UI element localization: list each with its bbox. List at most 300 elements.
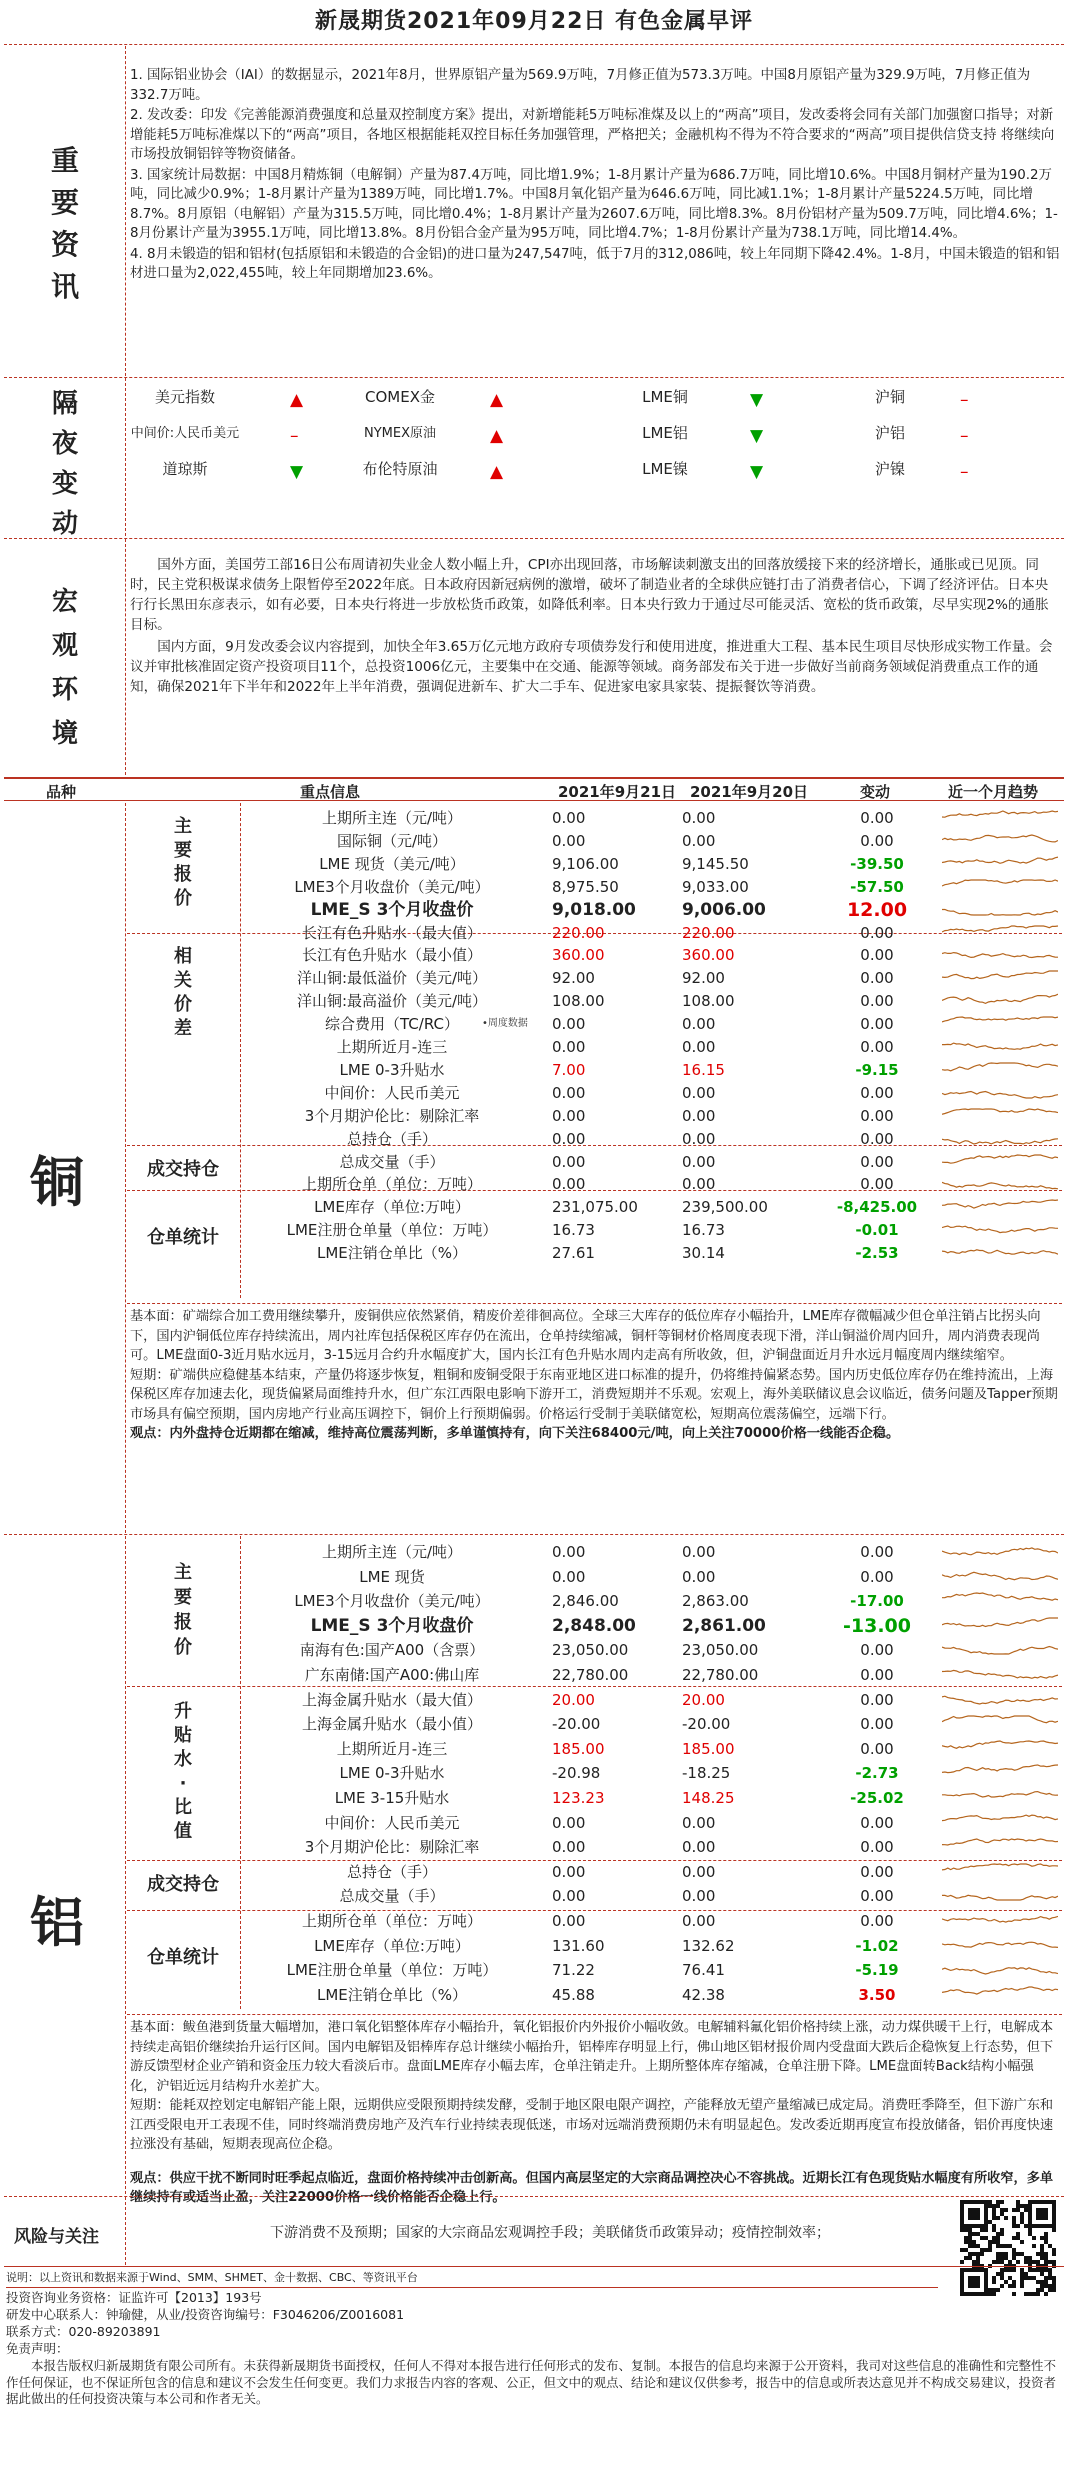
- trend-sparkline: [942, 1616, 1058, 1632]
- analysis-view: 观点：供应干扰不断同时旺季起点临近，盘面价格持续冲击创新高。但国内高层坚定的大宗商品调控决心不容挑战。近期长江有色现货贴水幅度有所收窄，多单继续持有或适当止盈，关注22000价格一线价格能否企稳上行。: [130, 2170, 1054, 2205]
- value-today: 0.00: [552, 809, 586, 827]
- table-row: [242, 1663, 1062, 1688]
- section-label-char: 境: [51, 719, 78, 749]
- trend-sparkline: [942, 1690, 1058, 1706]
- value-today: 16.73: [552, 1221, 595, 1240]
- table-row: [242, 876, 1062, 899]
- row-label: 广东南储:国产A00:佛山库: [304, 1666, 480, 1684]
- value-prev: 0.00: [682, 1083, 716, 1102]
- header-kind: 品种: [46, 783, 77, 801]
- value-change: 0.00: [860, 1152, 894, 1171]
- group-label-char: 价: [174, 994, 192, 1015]
- value-change: 0.00: [860, 809, 894, 827]
- value-change: -25.02: [850, 1789, 904, 1807]
- value-prev: 239,500.00: [682, 1198, 768, 1217]
- header-date1: 2021年9月21日: [558, 783, 677, 801]
- row-label: 3个月期沪伦比：剔除汇率: [304, 1838, 480, 1857]
- trend-sparkline: [942, 1084, 1058, 1100]
- value-change: 0.00: [860, 969, 894, 988]
- table-row: [242, 1196, 1062, 1219]
- news-item: 3. 国家统计局数据：中国8月精炼铜（电解铜）产量为87.4万吨，同比增1.9%；1-8月累计产量为686.7万吨，同比增10.6%。中国8月铜材产量为190.2万吨，同比减少0.9%；1-8月累计产量为1389万吨，同比增1.7%。中国8月氧化铝产量为646.6万吨，同比减1.1%；1-8月累计产量5224.5万吨，同比增8.7%。8月原铝（电解铝）产量为315.5万吨，同比增0.4%；1-8月累计产量为2607.6万吨，同比增8.3%。8月份铝材产量为509.7万吨，同比增4.6%；1-8月份累计产量为3955.1万吨，同比增13.8%。8月份铝合金产量为95万吨，同比增4.7%；1-8月份累计产量为738.1万吨，同比增14.4%。: [130, 167, 1058, 241]
- section-label-risk: 风险与关注: [14, 2227, 99, 2247]
- value-change: 0.00: [860, 1567, 894, 1586]
- table-row: [242, 1737, 1062, 1762]
- news-list: [130, 66, 1060, 285]
- overnight-arrow-icon: ▼: [750, 462, 764, 482]
- analysis-basic: 基本面：鲅鱼港到货量大幅增加，港口氧化铝整体库存小幅抬升，氧化铝报价内外报价小幅收敛。电解辅料氟化铝价格持续上涨，动力煤供暖干上行，电解成本持续走高铝价继续抬升运行区间。国内电解铝及铝棒库存总计继续小幅抬升，铝棒库存明显上行，佛山地区铝材报价周内受盘面大跌后企稳恢复上行态势，但下游反馈型材企业产销和资金压力较大看淡后市。盘面LME库存小幅去库，仓单注销走升。上期所整体库存缩减，仓单注册下降。LME盘面转Back结构小幅强化，沪铝近远月结构升水差扩大。: [130, 2020, 1054, 2094]
- row-label: LME库存（单位:万吨）: [314, 1936, 470, 1955]
- row-label: 上海金属升贴水（最小值）: [301, 1715, 482, 1734]
- trend-sparkline: [942, 809, 1058, 825]
- section-label-char: 环: [51, 675, 78, 705]
- value-prev: 0.00: [682, 1106, 716, 1125]
- table-row: [242, 1958, 1062, 1983]
- value-today: 45.88: [552, 1985, 595, 2004]
- trend-sparkline: [942, 1911, 1058, 1927]
- value-prev: 42.38: [682, 1985, 725, 2004]
- trend-sparkline: [942, 924, 1058, 940]
- table-row: [242, 1151, 1062, 1174]
- value-change: 0.00: [860, 1129, 894, 1148]
- group-label-char: 值: [174, 1821, 192, 1842]
- section-label-overnight: [20, 384, 110, 544]
- value-prev: 0.00: [682, 1015, 716, 1034]
- row-label: 3个月期沪伦比：剔除汇率: [304, 1106, 480, 1125]
- value-prev: 132.62: [682, 1936, 735, 1955]
- section-label-macro: [20, 580, 110, 756]
- value-prev: 20.00: [682, 1690, 725, 1709]
- separator: [240, 803, 241, 1298]
- row-label: LME注销仓单比（%）: [316, 1985, 468, 2004]
- group-label-char: 相: [174, 946, 192, 967]
- value-today: 0.00: [552, 1106, 586, 1125]
- overnight-label: 中间价:人民币美元: [130, 426, 240, 441]
- news-item: 2. 发改委：印发《完善能源消费强度和总量双控制度方案》提出，对新增能耗5万吨标准煤及以上的“两高”项目，发改委将会同有关部门加强窗口指导；对新增能耗5万吨标准煤以下的“两高”项目，各地区根据能耗双控目标任务加强管理，严格把关；金融机构不得为不符合要求的“两高”项目提供信贷支持 将继续向市场投放铜铝锌等物资储备。: [130, 108, 1055, 162]
- value-today: 0.00: [552, 831, 586, 850]
- value-today: 0.00: [552, 1152, 586, 1171]
- value-prev: 30.14: [682, 1244, 725, 1263]
- value-change: 0.00: [860, 1038, 894, 1056]
- value-today: 27.61: [552, 1244, 595, 1263]
- value-today: 2,848.00: [552, 1615, 636, 1636]
- value-change: 0.00: [860, 1912, 894, 1930]
- trend-sparkline: [942, 832, 1058, 848]
- trend-sparkline: [942, 1960, 1058, 1976]
- row-label: LME_S 3个月收盘价: [310, 1615, 474, 1636]
- value-prev: 0.00: [682, 1862, 716, 1881]
- table-row: [242, 944, 1062, 967]
- news-item: 4. 8月未锻造的铝和铝材(包括原铝和未锻造的合金铝)的进口量为247,547吨，低于7月的312,086吨，较上年同期下降42.4%。1-8月，中国未锻造的铝和铝材进口量为2,022,455吨，较上年同期增加23.6%。: [130, 246, 1060, 281]
- group-label-char: 价: [174, 1637, 192, 1658]
- row-label: LME 3-15升贴水: [334, 1789, 450, 1807]
- group-label-char: ·: [179, 1773, 187, 1794]
- separator: [125, 1536, 126, 2194]
- value-change: 0.00: [860, 1083, 894, 1102]
- section-label-char: 重: [50, 144, 79, 177]
- value-prev: 0.00: [682, 1175, 716, 1194]
- value-change: 0.00: [860, 1690, 894, 1709]
- value-change: 0.00: [860, 1813, 894, 1832]
- overnight-label: LME铝: [642, 424, 688, 442]
- value-prev: 76.41: [682, 1961, 725, 1980]
- value-change: 0.00: [860, 923, 894, 942]
- trend-sparkline: [942, 1837, 1058, 1853]
- table-row: [242, 1884, 1062, 1909]
- section-label-char: 动: [51, 509, 78, 539]
- analysis-notes: [130, 2018, 1058, 2208]
- value-change: -8,425.00: [836, 1198, 918, 1217]
- value-prev: 0.00: [682, 1912, 716, 1930]
- table-row: [242, 1786, 1062, 1811]
- group-label-char: 比: [174, 1797, 192, 1818]
- overnight-label: LME铜: [642, 388, 688, 406]
- overnight-arrow-icon: ▲: [290, 390, 304, 410]
- trend-sparkline: [942, 1591, 1058, 1607]
- group-label-char: 差: [174, 1018, 192, 1039]
- table-row: [242, 1105, 1062, 1128]
- value-today: 0.00: [552, 1038, 586, 1056]
- separator: [127, 2014, 1062, 2015]
- metal-name: 铝: [30, 1891, 84, 1954]
- row-label: 中间价：人民币美元: [324, 1813, 460, 1832]
- section-label-char: 讯: [50, 270, 79, 303]
- row-label: 总成交量（手）: [339, 1152, 445, 1171]
- footer-line: 免责声明：: [6, 2341, 69, 2356]
- row-label: 中间价：人民币美元: [324, 1083, 460, 1102]
- value-change: 0.00: [860, 992, 894, 1011]
- value-change: -13.00: [843, 1614, 911, 1637]
- value-today: 20.00: [552, 1690, 595, 1709]
- value-prev: 0.00: [682, 1887, 716, 1906]
- table-row: [242, 1811, 1062, 1836]
- value-prev: 2,863.00: [682, 1592, 749, 1611]
- section-label-char: 夜: [51, 429, 78, 459]
- value-today: 131.60: [552, 1936, 605, 1955]
- row-label: 总成交量（手）: [339, 1887, 445, 1906]
- trend-sparkline: [942, 1153, 1058, 1169]
- value-change: -17.00: [850, 1592, 904, 1611]
- value-change: 0.00: [860, 1175, 894, 1194]
- table-row: [242, 1013, 1062, 1036]
- value-today: 22,780.00: [552, 1666, 629, 1684]
- value-prev: 0.00: [682, 1813, 716, 1832]
- value-today: -20.98: [552, 1764, 601, 1783]
- footer-line: 本报告版权归新晟期货有限公司所有。未获得新晟期货书面授权，任何人不得对本报告进行任何形式的发布、复制。本报告的信息均来源于公开资料，我司对这些信息的准确性和完整性不作任何保证，也不保证所包含的信息和建议不会发生任何变更。我们力求报告内容的客观、公正，但文中的观点、结论和建议仅供参考，报告中的信息或所表达意见并不构成交易建议，投资者据此做出的任何投资决策与本公司和作者无关。: [6, 2358, 1057, 2406]
- row-label: 总持仓（手）: [346, 1862, 437, 1881]
- trend-sparkline: [942, 1542, 1058, 1558]
- trend-sparkline: [942, 946, 1058, 962]
- value-change: -2.73: [855, 1764, 899, 1783]
- value-today: 71.22: [552, 1961, 595, 1980]
- row-label: 洋山铜:最低溢价（美元/吨）: [296, 969, 488, 988]
- table-row: [242, 1242, 1062, 1265]
- tc-note: •周度数据: [482, 1018, 528, 1030]
- row-label: 国际铜（元/吨）: [336, 831, 448, 850]
- row-label: 上期所近月-连三: [336, 1739, 448, 1758]
- value-prev: 16.15: [682, 1060, 725, 1079]
- value-change: 0.00: [860, 831, 894, 850]
- header-info: 重点信息: [300, 783, 361, 801]
- value-change: -5.19: [855, 1961, 899, 1980]
- value-change: -2.53: [855, 1244, 899, 1263]
- value-prev: 2,861.00: [682, 1615, 766, 1636]
- trend-sparkline: [942, 1198, 1058, 1214]
- value-prev: 9,006.00: [682, 899, 766, 920]
- group-label: 成交持仓: [147, 1159, 219, 1180]
- overnight-arrow-icon: ▼: [290, 462, 304, 482]
- overnight-label: 美元指数: [154, 388, 215, 406]
- table-row: [242, 1540, 1062, 1565]
- header-change: 变动: [860, 783, 891, 801]
- value-prev: 108.00: [682, 992, 735, 1011]
- value-today: 185.00: [552, 1739, 605, 1758]
- value-change: 0.00: [860, 946, 894, 965]
- trend-sparkline: [942, 1936, 1058, 1952]
- value-change: 0.00: [860, 1862, 894, 1881]
- group-label-char: 主: [174, 1562, 192, 1583]
- trend-sparkline: [942, 901, 1058, 917]
- overnight-label: COMEX金: [365, 388, 435, 406]
- value-today: 0.00: [552, 1813, 586, 1832]
- header-date2: 2021年9月20日: [690, 783, 809, 801]
- footer-line: 投资咨询业务资格：证监许可【2013】193号: [6, 2290, 262, 2305]
- overnight-arrow-icon: ▼: [750, 426, 764, 446]
- value-today: 231,075.00: [552, 1198, 638, 1217]
- analysis-basic: 基本面：矿端综合加工费用继续攀升，废铜供应依然紧俏，精废价差徘徊高位。全球三大库存的低位库存小幅抬升，LME库存微幅减少但仓单注销占比拐头向下，国内沪铜低位库存持续流出，周内社库包括保税区库存仍在流出，仓单持续缩减，铜杆等铜材价格周度表现下滑，洋山铜溢价周内回升，周内消费表现尚可。LME盘面0-3近月贴水远月，3-15远月合约升水幅度扩大，国内长江有色升贴水周内走高有所收敛，但，沪铜盘面近月升水远月幅度周内继续缩窄。: [130, 1309, 1041, 1363]
- value-today: 0.00: [552, 1567, 586, 1586]
- table-row: [242, 1761, 1062, 1786]
- analysis-view: 观点：内外盘持仓近期都在缩减，维持高位震荡判断，多单谨慎持有，向下关注68400元/吨，向上关注70000价格一线能否企稳。: [130, 1426, 900, 1441]
- overnight-label: LME镍: [642, 460, 688, 478]
- value-today: 0.00: [552, 1175, 586, 1194]
- trend-sparkline: [942, 1763, 1058, 1779]
- separator: [127, 1303, 1062, 1304]
- table-row: [242, 1614, 1062, 1639]
- row-label: LME 0-3升贴水: [339, 1764, 445, 1783]
- group-label-char: 主: [174, 816, 192, 837]
- table-row: [242, 1835, 1062, 1860]
- value-today: -20.00: [552, 1715, 601, 1734]
- table-row: [242, 922, 1062, 945]
- trend-sparkline: [942, 969, 1058, 985]
- table-row: [242, 1589, 1062, 1614]
- section-label-char: 隔: [51, 389, 78, 419]
- separator: [240, 1536, 241, 2009]
- overnight-arrow-icon: ▲: [490, 426, 504, 446]
- group-label: 仓单统计: [147, 1947, 219, 1968]
- qr-code: [960, 2200, 1056, 2296]
- table-row: [242, 1909, 1062, 1934]
- row-label: LME 0-3升贴水: [339, 1060, 445, 1079]
- group-label-char: 水: [174, 1749, 192, 1770]
- section-label-char: 宏: [51, 587, 78, 617]
- group-label-char: 价: [174, 888, 192, 909]
- group-label-char: 报: [174, 1612, 192, 1633]
- value-prev: 92.00: [682, 969, 725, 988]
- group-label-char: 报: [174, 864, 192, 885]
- table-row: [242, 990, 1062, 1013]
- overnight-arrow-icon: –: [960, 390, 969, 410]
- analysis-notes: [130, 1307, 1058, 1444]
- value-change: 0.00: [860, 1838, 894, 1857]
- row-label: 上期所主连（元/吨）: [321, 1543, 463, 1561]
- value-today: 0.00: [552, 1887, 586, 1906]
- value-change: 0.00: [860, 1739, 894, 1758]
- value-today: 9,106.00: [552, 854, 619, 873]
- table-row: [242, 1059, 1062, 1082]
- trend-sparkline: [942, 1985, 1058, 2001]
- overnight-label: 布伦特原油: [362, 460, 438, 478]
- row-label: 上期所主连（元/吨）: [321, 809, 463, 827]
- table-row: [242, 853, 1062, 876]
- metal-name: 铜: [30, 1151, 84, 1214]
- header-trend: 近一个月趋势: [948, 783, 1039, 801]
- value-change: -57.50: [850, 877, 904, 896]
- section-label-news: [20, 140, 110, 308]
- overnight-label: 道琼斯: [162, 460, 208, 478]
- trend-sparkline: [942, 878, 1058, 894]
- row-label: LME 现货: [359, 1567, 425, 1586]
- overnight-label: 沪铝: [874, 424, 905, 442]
- value-prev: -20.00: [682, 1715, 731, 1734]
- table-row: [242, 1128, 1062, 1151]
- value-prev: 0.00: [682, 1038, 716, 1056]
- value-today: 0.00: [552, 1015, 586, 1034]
- table-row: [242, 1082, 1062, 1105]
- macro-text: [130, 555, 1060, 699]
- table-row: [242, 1688, 1062, 1713]
- trend-sparkline: [942, 1244, 1058, 1260]
- value-change: 0.00: [860, 1543, 894, 1561]
- value-prev: 0.00: [682, 1838, 716, 1857]
- value-prev: 0.00: [682, 1152, 716, 1171]
- value-change: -0.01: [855, 1221, 899, 1240]
- separator: [125, 803, 126, 1533]
- overnight-label: 沪镍: [874, 460, 905, 478]
- row-label: LME注册仓单量（单位：万吨）: [286, 1221, 498, 1240]
- overnight-arrow-icon: –: [290, 426, 299, 446]
- row-label: 南海有色:国产A00（含票）: [299, 1641, 485, 1660]
- table-row: [242, 1219, 1062, 1242]
- table-row: [242, 1036, 1062, 1059]
- row-label: LME库存（单位:万吨）: [314, 1198, 470, 1217]
- table-row: [242, 1860, 1062, 1885]
- value-prev: -18.25: [682, 1764, 731, 1783]
- value-today: 0.00: [552, 1129, 586, 1148]
- table-row: [242, 1934, 1062, 1959]
- row-label: 上期所近月-连三: [336, 1038, 448, 1056]
- group-label-char: 要: [174, 1587, 192, 1608]
- trend-sparkline: [942, 1640, 1058, 1656]
- table-row: [242, 807, 1062, 830]
- trend-sparkline: [942, 1038, 1058, 1054]
- trend-sparkline: [942, 1175, 1058, 1191]
- trend-sparkline: [942, 1739, 1058, 1755]
- trend-sparkline: [942, 1788, 1058, 1804]
- section-label-char: 要: [50, 186, 79, 219]
- trend-sparkline: [942, 855, 1058, 871]
- trend-sparkline: [942, 1714, 1058, 1730]
- value-today: 0.00: [552, 1838, 586, 1857]
- value-today: 7.00: [552, 1060, 586, 1079]
- value-prev: 0.00: [682, 1567, 716, 1586]
- value-today: 108.00: [552, 992, 605, 1011]
- trend-sparkline: [942, 992, 1058, 1008]
- value-today: 360.00: [552, 946, 605, 965]
- group-label: 仓单统计: [147, 1227, 219, 1248]
- group-label: [128, 815, 238, 911]
- value-prev: 0.00: [682, 1543, 716, 1561]
- row-label: 上期所仓单（单位：万吨）: [301, 1912, 482, 1930]
- macro-paragraph: 国外方面，美国劳工部16日公布周请初失业金人数小幅上升，CPI亦出现回落，市场解读刺激支出的回落放缓接下来的经济增长，通胀或已见顶。同时，民主党积极谋求债务上限暂停至2022年底。日本政府因新冠病例的激增，破坏了制造业者的全球供应链打击了消费者信心，下调了经济评估。日本央行行长黑田东彦表示，如有必要，日本央行将进一步放松货币政策，如降低利率。日本央行致力于通过尽可能灵活、宽松的货币政策，尽早实现2%的通胀目标。: [130, 557, 1049, 633]
- value-change: -1.02: [855, 1936, 899, 1955]
- footer-line: 说明：以上资讯和数据来源于Wind、SMM、SHMET、金十数据、CBC、等资讯平台: [6, 2270, 938, 2288]
- group-label-char: 关: [174, 970, 192, 991]
- value-prev: 23,050.00: [682, 1641, 759, 1660]
- group-label-char: 升: [174, 1701, 192, 1722]
- news-item: 1. 国际铝业协会（IAI）的数据显示，2021年8月，世界原铝产量为569.9万吨，7月修正值为573.3万吨。中国8月原铝产量为329.9万吨，7月修正值为332.7万吨。: [130, 68, 1031, 103]
- trend-sparkline: [942, 1221, 1058, 1237]
- table-header: [4, 777, 1064, 801]
- group-label: [128, 945, 238, 1041]
- section-label-char: 观: [51, 631, 78, 661]
- row-label: 上海金属升贴水（最大值）: [301, 1690, 482, 1709]
- section-label-char: 资: [50, 228, 79, 261]
- section-label-char: 变: [51, 469, 78, 499]
- macro-paragraph: 国内方面，9月发改委会议内容提到，加快全年3.65万亿元地方政府专项债券发行和使用进度，推进重大工程、基本民生项目尽快形成实物工作量。会议并审批核准固定资产投资项目11个，总投资1006亿元，主要集中在交通、能源等领域。商务部发布关于进一步做好当前商务领域促消费重点工作的通知，确保2021年下半年和2022年上半年消费，强调促进新车、扩大二手车、促进家电家具家装、提振餐饮等消费。: [130, 639, 1053, 695]
- table-row: [242, 1173, 1062, 1196]
- row-label: 长江有色升贴水（最小值）: [301, 946, 482, 965]
- trend-sparkline: [942, 1130, 1058, 1146]
- value-change: 0.00: [860, 1715, 894, 1734]
- overnight-arrow-icon: ▲: [490, 462, 504, 482]
- value-change: 0.00: [860, 1887, 894, 1906]
- overnight-arrow-icon: ▼: [750, 390, 764, 410]
- row-label: LME_S 3个月收盘价: [310, 899, 474, 920]
- page-title: 新晟期货2021年09月22日 有色金属早评: [314, 9, 754, 34]
- overnight-arrow-icon: –: [960, 426, 969, 446]
- value-today: 2,846.00: [552, 1592, 619, 1611]
- value-prev: 0.00: [682, 1129, 716, 1148]
- table-row: [242, 967, 1062, 990]
- value-change: 0.00: [860, 1641, 894, 1660]
- value-today: 8,975.50: [552, 877, 619, 896]
- group-label: [128, 1700, 238, 1844]
- value-today: 123.23: [552, 1789, 605, 1807]
- overnight-label: 沪铜: [874, 388, 905, 406]
- value-prev: 16.73: [682, 1221, 725, 1240]
- trend-sparkline: [942, 1061, 1058, 1077]
- group-label: 成交持仓: [147, 1874, 219, 1895]
- value-change: 0.00: [860, 1015, 894, 1034]
- value-today: 0.00: [552, 1083, 586, 1102]
- value-prev: 22,780.00: [682, 1666, 759, 1684]
- table-row: [242, 1565, 1062, 1590]
- value-today: 0.00: [552, 1543, 586, 1561]
- row-label: LME3个月收盘价（美元/吨）: [294, 1592, 490, 1611]
- value-prev: 220.00: [682, 923, 735, 942]
- row-label: 上期所仓单（单位：万吨）: [301, 1175, 482, 1194]
- value-change: -9.15: [855, 1060, 899, 1079]
- table-row: [242, 1638, 1062, 1663]
- value-prev: 0.00: [682, 831, 716, 850]
- footer-line: 研发中心联系人：钟瑜健，从业/投资咨询编号：F3046206/Z0016081: [6, 2307, 405, 2322]
- value-prev: 9,033.00: [682, 877, 749, 896]
- analysis-short: 短期：能耗双控划定电解铝产能上限，远期供应受限预期持续发酵，受制于地区限电限产调控，产能释放无望产量缩减已成定局。消费旺季降至，但下游广东和江西受限电开工表现不佳，同时终端消费房地产及汽车行业持续表现低迷，市场对远端消费预期仍未有明显起色。发改委近期再度宣布投放储备，铝价再度快速拉涨没有基础，短期表现高位企稳。: [130, 2098, 1054, 2152]
- value-change: 12.00: [846, 898, 908, 921]
- row-label: LME3个月收盘价（美元/吨）: [294, 877, 490, 896]
- value-change: 0.00: [860, 1666, 894, 1684]
